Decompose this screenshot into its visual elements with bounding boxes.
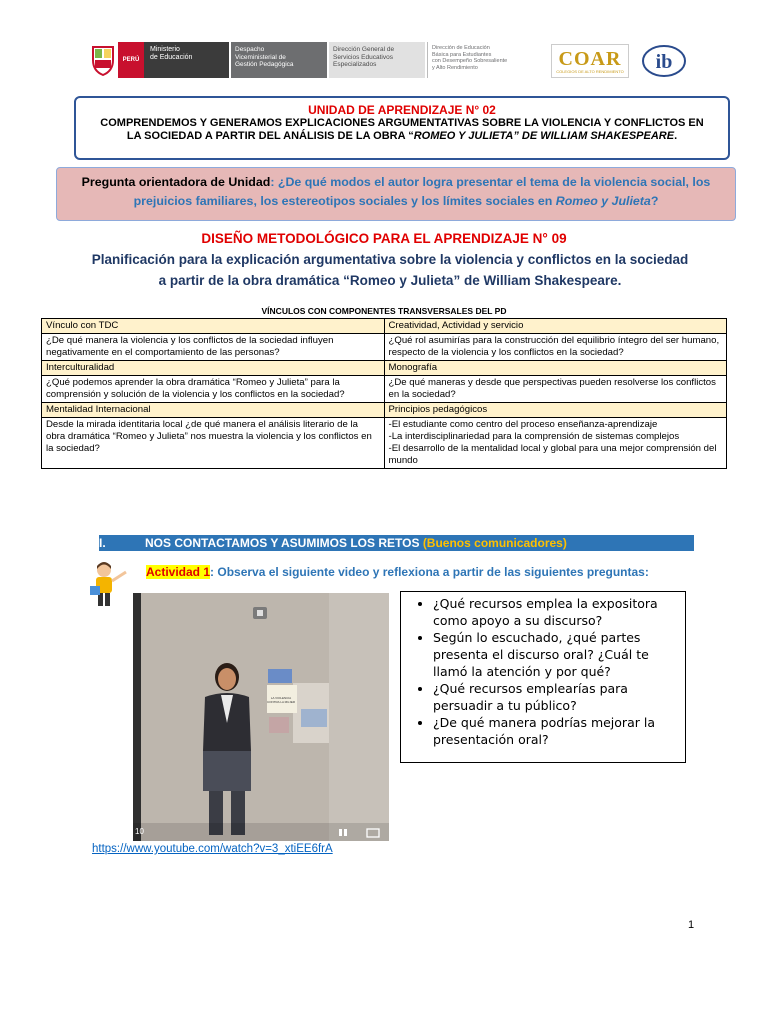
guiding-question-text: ¿De qué modos el autor logra presentar el tema de la violencia social, los prejuicios familiares, los estereotipos sociales y los límites sociales en bbox=[133, 175, 711, 208]
de-line-1: Dirección de Educación bbox=[432, 45, 490, 51]
question-item: • Según lo escuchado, ¿qué partes presenta el discurso oral? ¿Cuál te llamó la atención y por qué? bbox=[433, 629, 679, 680]
video-time: 10 bbox=[135, 827, 144, 836]
direccion-educacion-label bbox=[427, 42, 519, 78]
guiding-question-italic: Romeo y Julieta bbox=[555, 194, 651, 208]
table-cell: ¿De qué manera la violencia y los conflictos de la sociedad influyen negativamente en el comportamiento de las personas? bbox=[42, 334, 385, 361]
section-number: I. bbox=[99, 536, 106, 550]
teacher-icon bbox=[90, 560, 130, 610]
ib-logo-text: ib bbox=[655, 51, 673, 73]
question-item: • ¿Qué recursos emplea la expositora como apoyo a su discurso? bbox=[433, 595, 679, 629]
plan-subtitle bbox=[90, 249, 690, 291]
table-header-row bbox=[42, 403, 727, 418]
unit-box bbox=[74, 96, 730, 160]
dg-line-2: Servicios Educativos bbox=[333, 53, 393, 61]
despacho-line-2: Viceministerial de bbox=[235, 53, 286, 61]
ib-logo bbox=[640, 43, 688, 79]
coar-tagline: COLEGIOS DE ALTO RENDIMIENTO bbox=[556, 68, 624, 74]
table-header-cell: Vínculo con TDC bbox=[42, 319, 385, 334]
table-header-row bbox=[42, 361, 727, 376]
plan-line-2: a partir de la obra dramática “Romeo y Julieta” de William Shakespeare. bbox=[158, 273, 622, 288]
direccion-general-label bbox=[329, 42, 425, 78]
questions-list bbox=[401, 592, 685, 748]
table-caption: VÍNCULOS CON COMPONENTES TRANSVERSALES DEL PD bbox=[261, 306, 507, 316]
guiding-question-box bbox=[56, 167, 736, 221]
ministry-line-2: de Educación bbox=[150, 54, 193, 61]
despacho-line-3: Gestión Pedagógica bbox=[235, 61, 294, 68]
dg-line-3: Especializados bbox=[333, 61, 377, 68]
video-link[interactable]: https://www.youtube.com/watch?v=3_xtiEE6frA bbox=[92, 843, 333, 855]
video-poster-text: LA VIOLENCIA CONTRA LA MUJER bbox=[266, 696, 295, 704]
coar-logo bbox=[551, 44, 629, 78]
activity-label: Actividad 1 bbox=[146, 565, 211, 579]
table-cell: ¿Qué rol asumirías para la construcción del equilibrio íntegro del ser humano, respecto de la violencia y los conflictos en la sociedad? bbox=[384, 334, 727, 361]
unit-text-italic: ROMEO Y JULIETA” DE WILLIAM SHAKESPEARE bbox=[413, 130, 675, 142]
escudo-icon bbox=[88, 42, 118, 78]
section-heading bbox=[99, 535, 694, 551]
table-cell: Desde la mirada identitaria local ¿de qué manera el análisis literario de la obra dramática “Romeo y Julieta” nos muestra la violencia y los conflictos en la sociedad? bbox=[42, 418, 385, 469]
table-row bbox=[42, 334, 727, 361]
peru-label: PERÚ bbox=[118, 42, 144, 78]
table-row bbox=[42, 418, 727, 469]
de-line-2: Básica para Estudiantes bbox=[432, 51, 492, 58]
questions-box bbox=[400, 591, 686, 763]
activity-text: : Observa el siguiente video y reflexiona a partir de las siguientes preguntas: bbox=[210, 565, 649, 579]
unit-text-end: . bbox=[674, 130, 678, 142]
table-header-cell: Monografía bbox=[384, 361, 727, 376]
header-logos bbox=[88, 42, 543, 78]
despacho-line-1: Despacho bbox=[235, 46, 265, 53]
table-row bbox=[42, 376, 727, 403]
section-title-text: NOS CONTACTAMOS Y ASUMIMOS LOS RETOS bbox=[145, 536, 423, 550]
table-header-row bbox=[42, 319, 727, 334]
design-title: DISEÑO METODOLÓGICO PARA EL APRENDIZAJE N° 09 bbox=[201, 231, 567, 246]
question-item: • ¿De qué manera podrías mejorar la presentación oral? bbox=[433, 714, 679, 748]
guiding-question-label: Pregunta orientadora de Unidad bbox=[81, 175, 271, 189]
vinculos-table bbox=[41, 318, 727, 469]
video-thumbnail[interactable] bbox=[133, 593, 389, 841]
de-line-4: y Alto Rendimiento bbox=[432, 64, 478, 71]
ministry-line-1: Ministerio bbox=[150, 46, 180, 53]
dg-line-1: Dirección General de bbox=[333, 46, 395, 53]
activity-instruction bbox=[146, 565, 649, 579]
plan-line-1: Planificación para la explicación argumentativa sobre la violencia y conflictos en la sociedad bbox=[91, 252, 689, 267]
despacho-label bbox=[231, 42, 327, 78]
table-cell: ¿De qué maneras y desde que perspectivas pueden resolverse los conflictos en la sociedad? bbox=[384, 376, 727, 403]
unit-title: UNIDAD DE APRENDIZAJE N° 02 bbox=[308, 103, 496, 117]
unit-description bbox=[76, 117, 728, 143]
table-cell: ¿Qué podemos aprender la obra dramática “Romeo y Julieta” para la comprensión y solución de la violencia y los conflictos en la sociedad? bbox=[42, 376, 385, 403]
unit-text-part1: COMPRENDEMOS Y GENERAMOS EXPLICACIONES ARGUMENTATIVAS SOBRE LA VIOLENCIA Y CONFLICTOS EN LA SOCIEDAD A PARTIR DEL ANÁLISIS DE LA OBRA “ bbox=[100, 117, 704, 142]
table-header-cell: Principios pedagógicos bbox=[384, 403, 727, 418]
question-item: • ¿Qué recursos emplearías para persuadir a tu público? bbox=[433, 680, 679, 714]
table-header-cell: Creatividad, Actividad y servicio bbox=[384, 319, 727, 334]
guiding-question-colon: : bbox=[270, 175, 278, 189]
ministry-label bbox=[144, 42, 229, 78]
guiding-question-end: ? bbox=[650, 194, 659, 208]
page-number: 1 bbox=[688, 919, 695, 931]
table-header-cell: Interculturalidad bbox=[42, 361, 385, 376]
coar-logo-text: COAR bbox=[558, 47, 622, 70]
table-header-cell: Mentalidad Internacional bbox=[42, 403, 385, 418]
section-title bbox=[145, 535, 567, 551]
section-highlight: (Buenos comunicadores) bbox=[422, 536, 567, 550]
table-cell: -El estudiante como centro del proceso enseñanza-aprendizaje -La interdisciplinariedad para la comprensión de sistemas complejos -El desarrollo de la mentalidad local y global para una mejor comprensión del mundo bbox=[384, 418, 727, 469]
de-line-3: con Desempeño Sobresaliente bbox=[432, 58, 508, 64]
